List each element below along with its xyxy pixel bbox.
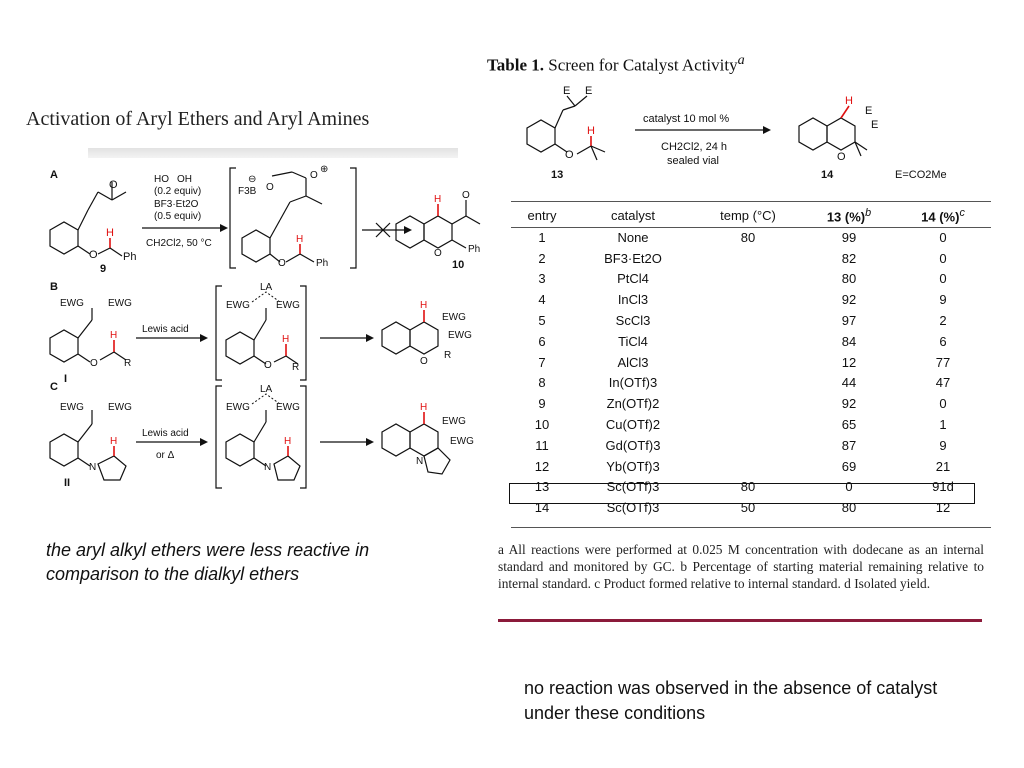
table-row (511, 310, 991, 331)
cell-temp (693, 435, 803, 456)
catalyst-screen-table (511, 204, 991, 518)
cell-entry: 9 (538, 396, 546, 412)
table-row (511, 248, 991, 269)
product-c-h-label: H (420, 402, 428, 413)
table-footnote: a All reactions were performed at 0.025 M concentration with dodecane as an internal standard and monitored by GC. b Percentage of starting material remaining relative to internal standard. c Product formed relative to internal standard. d Isolated yield. (498, 542, 984, 591)
cell-14: 2 (939, 313, 947, 329)
mechanism-scheme (30, 160, 495, 500)
table-title (487, 52, 745, 76)
complex-c-n-label: N (264, 462, 272, 473)
cell-temp (693, 331, 803, 352)
scheme-c-label: C (50, 381, 58, 393)
compound-14-number: 14 (821, 169, 834, 181)
cell-13: 92 (841, 292, 857, 308)
complex-b-ewg-left: EWG (226, 300, 250, 311)
cell-14: 77 (935, 354, 951, 370)
reagent-bf3: BF3·Et2O (154, 199, 199, 210)
complex-c-ewg-right: EWG (276, 402, 300, 413)
cell-entry: 5 (538, 313, 546, 329)
cell-catalyst: TiCl4 (618, 333, 648, 349)
cell-entry: 4 (538, 292, 546, 308)
cell-catalyst: BF3·Et2O (604, 250, 662, 266)
cell-temp (693, 456, 803, 477)
cell-entry: 6 (538, 333, 546, 349)
cell-13: 80 (841, 500, 857, 516)
ether-o-label: O (89, 249, 98, 261)
complex-b-o-label: O (264, 360, 272, 371)
table-title-number: Table 1. (487, 55, 545, 75)
product-b-r-label: R (444, 350, 452, 361)
substrate-i-h-label: H (110, 330, 118, 341)
table-title-text: Screen for Catalyst Activity (544, 55, 738, 75)
cell-catalyst: Sc(OTf)3 (606, 500, 660, 516)
cell-catalyst: None (617, 229, 649, 245)
cell-entry: 12 (534, 458, 550, 474)
table-row (511, 331, 991, 352)
cell-temp (693, 352, 803, 373)
complex-b-h-label: H (282, 334, 290, 345)
col-14-header: 14 (%)$^c$ (921, 206, 965, 225)
table-reaction-scheme (505, 80, 985, 198)
cell-temp (693, 373, 803, 394)
cell-catalyst: ScCl3 (615, 313, 651, 329)
cell-temp (693, 289, 803, 310)
cell-temp (693, 310, 803, 331)
conditions-a: CH2Cl2, 50 °C (146, 238, 212, 249)
table-row (511, 373, 991, 394)
table-row (511, 227, 991, 248)
title-shadow-decoration (88, 148, 458, 158)
table-rule-top (511, 201, 991, 202)
cell-14: 0 (939, 271, 947, 287)
intermediate-ph-label: Ph (316, 258, 329, 269)
hydride-h-label: H (106, 227, 114, 239)
cell-entry: 13 (534, 479, 550, 495)
intermediate-h-label: H (296, 234, 304, 245)
substrate-ii-number: II (64, 477, 71, 489)
cell-13: 65 (841, 417, 857, 433)
table-row (511, 289, 991, 310)
cell-13: 92 (841, 396, 857, 412)
col-catalyst-header: catalyst (610, 208, 656, 223)
cell-14: 47 (935, 375, 951, 391)
left-annotation-note: the aryl alkyl ethers were less reactive in comparison to the dialkyl ethers (46, 540, 370, 584)
cell-13: 82 (841, 250, 857, 266)
compound-10-structure (396, 200, 480, 248)
cell-temp (693, 248, 803, 269)
compound-14-structure (799, 106, 867, 156)
cell-catalyst: Sc(OTf)3 (606, 479, 660, 495)
cell-13: 99 (841, 229, 857, 245)
table-row (511, 414, 991, 435)
compound-13-h-label: H (587, 125, 595, 137)
cell-14: 9 (939, 437, 947, 453)
product-10-h-label: H (434, 194, 442, 205)
compound-13-e-right: E (585, 85, 593, 97)
lewis-acid-label-b: Lewis acid (142, 324, 189, 335)
product-b-ewg-bottom: EWG (448, 330, 472, 341)
cell-14: 1 (939, 417, 947, 433)
substrate-ii-n-label: N (89, 462, 97, 473)
cell-13: 69 (841, 458, 857, 474)
cell-entry: 8 (538, 375, 546, 391)
product-c-ewg-bottom: EWG (450, 436, 474, 447)
cell-13: 87 (841, 437, 857, 453)
compound-14-e-top: E (865, 105, 873, 117)
borate-f3b-label: F3B (238, 186, 257, 197)
cell-entry: 1 (538, 229, 546, 245)
reagent-diol: HO OH (154, 174, 193, 185)
table-rule-bottom (511, 527, 991, 528)
product-b-h-label: H (420, 300, 428, 311)
cell-catalyst: AlCl3 (617, 354, 649, 370)
lewis-acid-label-c: Lewis acid (142, 428, 189, 439)
scheme-b-label: B (50, 281, 58, 293)
right-annotation-note: no reaction was observed in the absence of catalyst under these conditions (524, 678, 938, 723)
cell-14: 0 (939, 396, 947, 412)
heat-label-c: or Δ (156, 450, 175, 461)
substrate-i-r-label: R (124, 358, 132, 369)
carbonyl-o-label: O (109, 179, 118, 191)
compound-13-number: 13 (551, 169, 564, 181)
cell-catalyst: InCl3 (617, 292, 649, 308)
product-c-ewg-top: EWG (442, 416, 466, 427)
cell-catalyst: Zn(OTf)2 (606, 396, 660, 412)
cell-13: 80 (841, 271, 857, 287)
cell-14: 12 (935, 500, 951, 516)
substrate-ii-ewg-left: EWG (60, 402, 84, 413)
scheme-title: Activation of Aryl Ethers and Aryl Amines (26, 108, 370, 130)
cell-14: 6 (939, 333, 947, 349)
e-definition: E=CO2Me (895, 169, 947, 181)
compound-9-number: 9 (100, 263, 107, 275)
borate-o-label: O (266, 182, 274, 193)
cell-entry: 14 (534, 500, 550, 516)
substrate-i-ewg-right: EWG (108, 298, 132, 309)
cell-temp: 80 (740, 229, 756, 245)
cell-14: 9 (939, 292, 947, 308)
compound-14-e-bottom: E (871, 119, 879, 131)
table-row (511, 269, 991, 290)
reagent-diol-equiv: (0.2 equiv) (154, 186, 202, 197)
reaction-catalyst-label: catalyst 10 mol % (643, 113, 730, 125)
cell-14: 0 (939, 250, 947, 266)
substrate-ii-ewg-right: EWG (108, 402, 132, 413)
complex-c-la-label: LA (260, 384, 273, 395)
cell-catalyst: In(OTf)3 (608, 375, 658, 391)
complex-c-h-label: H (284, 436, 292, 447)
cell-temp (693, 393, 803, 414)
product-c-n-label: N (416, 456, 424, 467)
table-header-row (511, 204, 991, 227)
cell-catalyst: PtCl4 (617, 271, 649, 287)
oxocarbenium-o-label: O (310, 170, 318, 181)
scheme-a-label: A (50, 169, 58, 181)
product-10-ph-label: Ph (468, 244, 481, 255)
compound-9-structure (50, 182, 126, 256)
compound-14-h-label: H (845, 95, 853, 107)
reaction-solvent-label: CH2Cl2, 24 h (661, 141, 728, 153)
cell-entry: 10 (534, 417, 550, 433)
compound-10-number: 10 (452, 259, 465, 271)
table-row (511, 393, 991, 414)
table-row (511, 456, 991, 477)
complex-c-ewg-left: EWG (226, 402, 250, 413)
reaction-vial-label: sealed vial (667, 155, 719, 167)
cell-entry: 3 (538, 271, 546, 287)
cell-entry: 11 (535, 437, 549, 453)
reagent-bf3-equiv: (0.5 equiv) (154, 211, 202, 222)
cell-catalyst: Cu(OTf)2 (605, 417, 661, 433)
complex-b-ewg-right: EWG (276, 300, 300, 311)
complex-b-la-label: LA (260, 282, 273, 293)
positive-charge: ⊕ (320, 164, 329, 175)
cell-13: 97 (841, 313, 857, 329)
complex-b-r-label: R (292, 362, 300, 373)
cell-temp (693, 414, 803, 435)
cell-temp: 50 (740, 500, 756, 516)
negative-charge: ⊖ (248, 174, 257, 185)
phenyl-label: Ph (123, 251, 137, 263)
cell-14: 0 (939, 229, 947, 245)
product-10-o-label: O (462, 190, 470, 201)
accent-divider (498, 619, 982, 622)
cell-catalyst: Gd(OTf)3 (605, 437, 661, 453)
substrate-i-number: I (64, 373, 68, 385)
intermediate-o-label: O (278, 258, 286, 269)
cell-13: 84 (841, 333, 857, 349)
product-10-ring-o: O (434, 248, 442, 259)
col-temp-header: temp (°C) (720, 208, 776, 223)
cell-13: 0 (845, 479, 853, 495)
cell-14: 21 (935, 458, 951, 474)
compound-13-e-left: E (563, 85, 571, 97)
substrate-i-ewg-left: EWG (60, 298, 84, 309)
product-b-ewg-top: EWG (442, 312, 466, 323)
table-row (511, 435, 991, 456)
cell-13: 12 (841, 354, 857, 370)
table-row (511, 352, 991, 373)
cell-catalyst: Yb(OTf)3 (606, 458, 660, 474)
col-13-header: 13 (%)$^b$ (826, 206, 872, 225)
col-entry-header: entry (527, 208, 557, 223)
cell-13: 44 (841, 375, 857, 391)
product-b-structure (382, 310, 438, 354)
table-body (511, 227, 991, 518)
table-row (511, 477, 991, 498)
product-b-o-label: O (420, 356, 428, 367)
table-title-footnote-mark: a (737, 52, 745, 68)
substrate-i-o-label: O (90, 358, 98, 369)
substrate-ii-h-label: H (110, 436, 118, 447)
cell-14: 91d (932, 479, 954, 495)
cell-entry: 2 (538, 250, 546, 266)
cell-temp (693, 269, 803, 290)
table-row (511, 497, 991, 518)
cell-temp: 80 (740, 479, 756, 495)
compound-13-o-label: O (565, 149, 574, 161)
compound-14-o-label: O (837, 151, 846, 163)
cell-entry: 7 (538, 354, 546, 370)
